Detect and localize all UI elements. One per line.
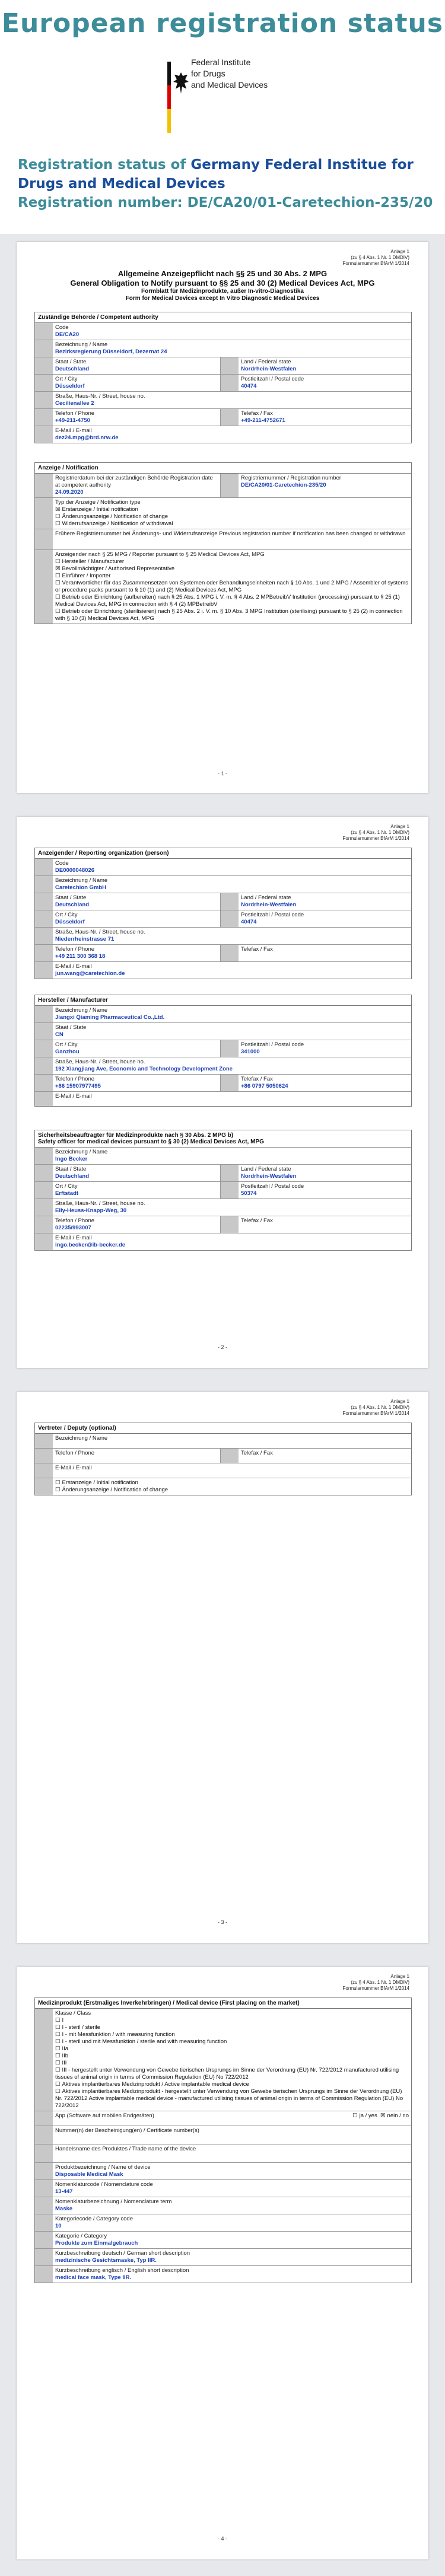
page-number: - 1 -: [217, 771, 227, 776]
checkbox-withdrawal[interactable]: ☐ Widerrufsanzeige / Notification of withdrawal: [55, 520, 409, 528]
reporting-organization-section: Anzeigender / Reporting organization (person) Code DE0000048026 Bezeichnung / Name Caretechion GmbH Staat / State Deutschland Land / Federal state Nordrhein-Westfalen Ort / City Düsseldorf Postleitzahl / Postal code 40474 Straße, Haus-Nr. / Street, house no. Niederrheinstrasse 71 Telefon / Phone +49 211 300 368 18 Telefax / Fax E-Mail / E-mail jun.wang@caretechion.de: [34, 848, 412, 979]
page-number: - 4 -: [217, 2536, 227, 2542]
checkbox-class-i[interactable]: ☐ I: [55, 2017, 409, 2024]
checkbox-app-no[interactable]: ☒ nein / no: [380, 2112, 409, 2119]
checkbox-authorised-rep[interactable]: ☒ Bevollmächtigter / Authorised Representative: [55, 565, 409, 573]
page-number: - 2 -: [217, 1344, 227, 1350]
form-title: Allgemeine Anzeigepflicht nach §§ 25 und 30 Abs. 2 MPG: [117, 269, 328, 278]
checkbox-class-iii[interactable]: ☐ III: [55, 2060, 409, 2067]
checkbox-app-yes[interactable]: ☐ ja / yes: [352, 2112, 377, 2119]
checkbox-class-i-measuring[interactable]: ☐ I - mit Messfunktion / with measuring function: [55, 2031, 409, 2038]
checkbox-class-iii-animal[interactable]: ☐ III - hergestellt unter Verwendung von Gewebe tierischen Ursprungs im Sinne der Verordnung (EU) Nr. 722/2012 manufactured utilising tissues of animal origin in terms of Commission Regulation (EU) No 722/2012: [55, 2067, 409, 2081]
checkbox-sterilising[interactable]: ☐ Betrieb oder Einrichtung (sterilisieren) nach § 25 Abs. 2 i. V. m. § 10 Abs. 3 MPG Institution (sterilising) pursuant to § 25 (2) in connection with § 10 (3) Medical Devices Act, MPG: [55, 608, 409, 622]
checkbox-aimd[interactable]: ☐ Aktives implantierbares Medizinprodukt / Active implantable medical device: [55, 2081, 409, 2088]
annex-note: Anlage 1 (zu § 4 Abs. 1 Nr. 1 DMDIV) Formularnummer BfArM 1/2014: [342, 249, 409, 266]
form-page-4: [17, 1967, 428, 2559]
form-subtitle-en: Form for Medical Devices except In Vitro Diagnostic Medical Devices: [125, 295, 320, 302]
annex-note: Anlage 1 (zu § 4 Abs. 1 Nr. 1 DMDIV) Formularnummer BfArM 1/2014: [342, 824, 409, 841]
deputy-section: Vertreter / Deputy (optional) Bezeichnung / Name Telefon / Phone Telefax / Fax E-Mail / E-mail ☐ Erstanzeige / Initial notification ☐ Änderungsanzeige / Notification of change: [34, 1423, 412, 1495]
manufacturer-section: Hersteller / Manufacturer Bezeichnung / Name Jiangxi Qiaming Pharmaceutical Co.,Ltd. Staat / State CN Ort / City Ganzhou Postleitzahl / Postal code 341000 Straße, Haus-Nr. / Street, house no. 192 Xiangjiang Ave, Economic and Technology Development Zone Telefon / Phone +86 15907977495 Telefax / Fax +86 0797 5050624 E-Mail / E-mail: [34, 995, 412, 1107]
form-title-en: General Obligation to Notify pursuant to §§ 25 and 30 (2) Medical Devices Act, MPG: [70, 279, 375, 287]
checkbox-processing[interactable]: ☐ Betrieb oder Einrichtung (aufbereiten) nach § 25 Abs. 1 MPG i. V. m. § 4 Abs. 2 MPBetreibV Institution (processing) pursuant to § 25 (1) Medical Devices Act, MPG in connection with § 4 (2) MPBetreibV: [55, 594, 409, 608]
form-page-1: [17, 242, 428, 793]
checkbox-class-i-sterile[interactable]: ☐ I - steril / sterile: [55, 2024, 409, 2031]
checkbox-deputy-change[interactable]: ☐ Änderungsanzeige / Notification of change: [55, 1487, 409, 1494]
site-title: European registration status: [1, 8, 444, 39]
form-subtitle: Formblatt für Medizinprodukte, außer In-vitro-Diagnostika: [141, 288, 304, 295]
logo-text: Federal Institute for Drugs and Medical Devices: [191, 57, 268, 90]
checkbox-class-i-sterile-measuring[interactable]: ☐ I - steril und mit Messfunktion / sterile and with measuring function: [55, 2038, 409, 2046]
bfarm-logo: [167, 57, 286, 133]
form-page-2: [17, 817, 428, 1368]
form-page-3: [17, 1392, 428, 1943]
checkbox-deputy-initial[interactable]: ☐ Erstanzeige / Initial notification: [55, 1479, 409, 1487]
eagle-icon: [173, 71, 189, 95]
page-number: - 3 -: [217, 1919, 227, 1925]
notification-section: Anzeige / Notification Registrierdatum bei der zuständigen Behörde Registration date at competent authority 24.09.2020 Registriernummer / Registration number DE/CA20/01-Caretechion-235/20 Typ der Anzeige / Notification type ☒ Erstanzeige / Initial notification ☐ Änderungsanzeige / Notification of change ☐ Widerrufsanzeige / Notification of withdrawal Frühere Registriernummer bei Änderungs- und Widerrufsanzeige Previous registration number if notification has been changed or withdrawn Anzeigender nach § 25 MPG / Reporter pursuant to § 25 Medical Devices Act, MPG ☐ Hersteller / Manufacturer ☒ Bevollmächtigter / Authorised Representative ☐ Einführer / Importer ☐ Verantwortlicher für das Zusammensetzen von Systemen oder Behandlungseinheiten nach § 10 Abs. 1 und 2 MPG / Assembler of systems or procedure packs pursuant to § 10 (1) and (2) Medical Devices Act, MPG ☐ Betrieb oder Einrichtung (aufbereiten) nach § 25 Abs. 1 MPG i. V. m. § 4 Abs. 2 MPBetreibV Institution (processing) pursuant to § 25 (1) Medical Devices Act, MPG in connection with § 4 (2) MPBetreibV ☐ Betrieb oder Einrichtung (sterilisieren) nach § 25 Abs. 2 i. V. m. § 10 Abs. 3 MPG Institution (sterilising) pursuant to § 25 (2) in connection with § 10 (3) Medical Devices Act, MPG: [34, 462, 412, 624]
checkbox-change[interactable]: ☐ Änderungsanzeige / Notification of change: [55, 513, 409, 520]
checkbox-aimd-animal[interactable]: ☐ Aktives implantierbares Medizinprodukt - hergestellt unter Verwendung von Gewebe tierischen Ursprungs im Sinne der Verordnung (EU) Nr. 722/2012 Active implantable medical device - manufactured utilising tissues of animal origin in terms of Commission Regulation (EU) No 722/2012: [55, 2088, 409, 2110]
checkbox-manufacturer[interactable]: ☐ Hersteller / Manufacturer: [55, 558, 409, 565]
checkbox-assembler[interactable]: ☐ Verantwortlicher für das Zusammensetzen von Systemen oder Behandlungseinheiten nach § 10 Abs. 1 und 2 MPG / Assembler of systems or procedure packs pursuant to § 10 (1) and (2) Medical Devices Act, MPG: [55, 580, 409, 594]
safety-officer-section: Sicherheitsbeauftragter für Medizinprodukte nach § 30 Abs. 2 MPG b) Safety officer for medical devices pursuant to § 30 (2) Medical Devices Act, MPG Bezeichnung / Name Ingo Becker Staat / State Deutschland Land / Federal state Nordrhein-Westfalen Ort / City Erftstadt Postleitzahl / Postal code 50374 Straße, Haus-Nr. / Street, house no. Elly-Heuss-Knapp-Weg, 30 Telefon / Phone 02235/993007 Telefax / Fax E-Mail / E-mail ingo.becker@ib-becker.de: [34, 1130, 412, 1251]
annex-note: Anlage 1 (zu § 4 Abs. 1 Nr. 1 DMDIV) Formularnummer BfArM 1/2014: [342, 1974, 409, 1991]
checkbox-initial[interactable]: ☒ Erstanzeige / Initial notification: [55, 506, 409, 513]
competent-authority-section: Zuständige Behörde / Competent authority Code DE/CA20 Bezeichnung / Name Bezirksregierung Düsseldorf, Dezernat 24 Staat / State Deutschland Land / Federal state Nordrhein-Westfalen Ort / City Düsseldorf Postleitzahl / Postal code 40474 Straße, Haus-Nr. / Street, house no. Cecilienallee 2 Telefon / Phone +49-211-4750 Telefax / Fax +49-211-4752671 E-Mail / E-mail dez24.mpg@brd.nrw.de: [34, 312, 412, 443]
registration-heading: Registration status of Germany Federal Institue for Drugs and Medical Devices Registration number: DE/CA20/01-Caretechion-235/20: [18, 157, 433, 210]
checkbox-class-iib[interactable]: ☐ IIb: [55, 2053, 409, 2060]
flag-stripe-icon: [167, 62, 171, 133]
site-header: [0, 0, 445, 234]
checkbox-class-iia[interactable]: ☐ IIa: [55, 2046, 409, 2053]
checkbox-importer[interactable]: ☐ Einführer / Importer: [55, 573, 409, 580]
medical-device-section: Medizinprodukt (Erstmaliges Inverkehrbringen) / Medical device (First placing on the market) Klasse / Class ☐ I ☐ I - steril / sterile ☐ I - mit Messfunktion / with measuring function ☐ I - steril und mit Messfunktion / sterile and with measuring function ☐ IIa ☐ IIb ☐ III ☐ III - hergestellt unter Verwendung von Gewebe tierischen Ursprungs im Sinne der Verordnung (EU) Nr. 722/2012 manufactured utilising tissues of animal origin in terms of Commission Regulation (EU) No 722/2012 ☐ Aktives implantierbares Medizinprodukt / Active implantable medical device ☐ Aktives implantierbares Medizinprodukt - hergestellt unter Verwendung von Gewebe tierischen Ursprungs im Sinne der Verordnung (EU) Nr. 722/2012 Active implantable medical device - manufactured utilising tissues of animal origin in terms of Commission Regulation (EU) No 722/2012 App (Software auf mobilen Endgeräten) ☐ ja / yes ☒ nein / no Nummer(n) der Bescheinigung(en) / Certificate number(s) Handelsname des Produktes / Trade name of the device Produktbezeichnung / Name of device Disposable Medical Mask Nomenklaturcode / Nomenclature code 13-447 Nomenklaturbezeichnung / Nomenclature term Maske Kategoriecode / Category code 10 Kategorie / Category Produkte zum Einmalgebrauch Kurzbeschreibung deutsch / German short description medizinische Gesichtsmaske, Typ IIR. Kurzbeschreibung englisch / English short description medical face mask, Type IIR.: [34, 1997, 412, 2283]
annex-note: Anlage 1 (zu § 4 Abs. 1 Nr. 1 DMDIV) Formularnummer BfArM 1/2014: [342, 1399, 409, 1416]
